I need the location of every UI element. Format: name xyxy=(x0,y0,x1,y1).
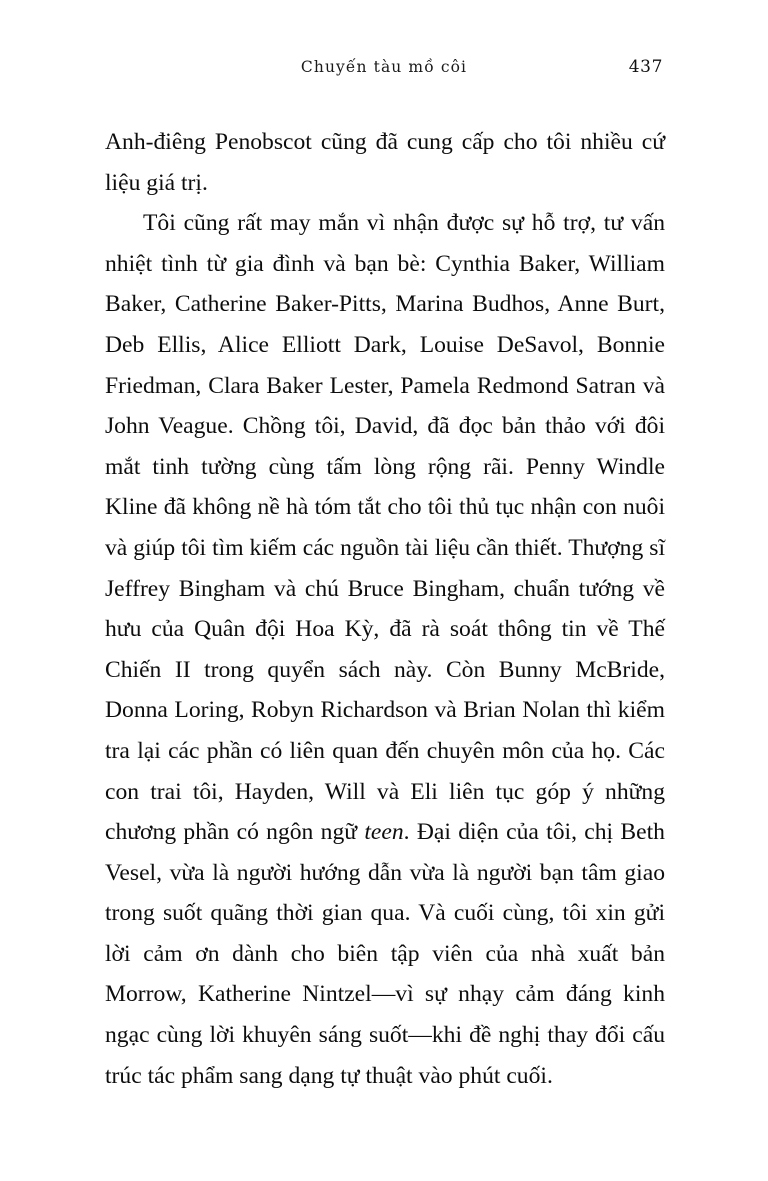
page-number: 437 xyxy=(628,57,663,77)
body-text xyxy=(105,122,665,1096)
emphasis-text: teen xyxy=(364,819,404,846)
paragraph xyxy=(105,122,665,203)
running-head-title: Chuyến tàu mồ côi xyxy=(300,58,468,76)
text-run: Tôi cũng rất may mắn vì nhận được sự hỗ trợ, tư vấn nhiệt tình từ gia đình và bạn bè: Cynthia Baker, William Baker, Catherine Baker-Pitts, Marina Budhos, Anne Burt, Deb Ellis, Alice Elliott Dark, Louise DeSavol, Bonnie Friedman, Clara Baker Lester, Pamela Redmond Satran và John Veague. Chồng tôi, David, đã đọc bản thảo với đôi mắt tinh tường cùng tấm lòng rộng rãi. Penny Windle Kline đã không nề hà tóm tắt cho tôi thủ tục nhận con nuôi và giúp tôi tìm kiếm các nguồn tài liệu cần thiết. Thượng sĩ Jeffrey Bingham và chú Bruce Bingham, chuẩn tướng về hưu của Quân đội Hoa Kỳ, đã rà soát thông tin về Thế Chiến II trong quyển sách này. Còn Bunny McBride, Donna Loring, Robyn Richardson và Brian Nolan thì kiểm tra lại các phần có liên quan đến chuyên môn của họ. Các con trai tôi, Hayden, Will và Eli liên tục góp ý những chương phần có ngôn ngữ xyxy=(105,210,665,846)
paragraph xyxy=(105,203,665,1096)
running-head xyxy=(105,58,663,76)
text-run: . Đại diện của tôi, chị Beth Vesel, vừa là người hướng dẫn vừa là người bạn tâm giao trong suốt quãng thời gian qua. Và cuối cùng, tôi xin gửi lời cảm ơn dành cho biên tập viên của nhà xuất bản Morrow, Katherine Nintzel—vì sự nhạy cảm đáng kinh ngạc cùng lời khuyên sáng suốt—khi đề nghị thay đổi cấu trúc tác phẩm sang dạng tự thuật vào phút cuối. xyxy=(105,819,665,1089)
text-run: Anh-điêng Penobscot cũng đã cung cấp cho tôi nhiều cứ liệu giá trị. xyxy=(105,129,665,196)
